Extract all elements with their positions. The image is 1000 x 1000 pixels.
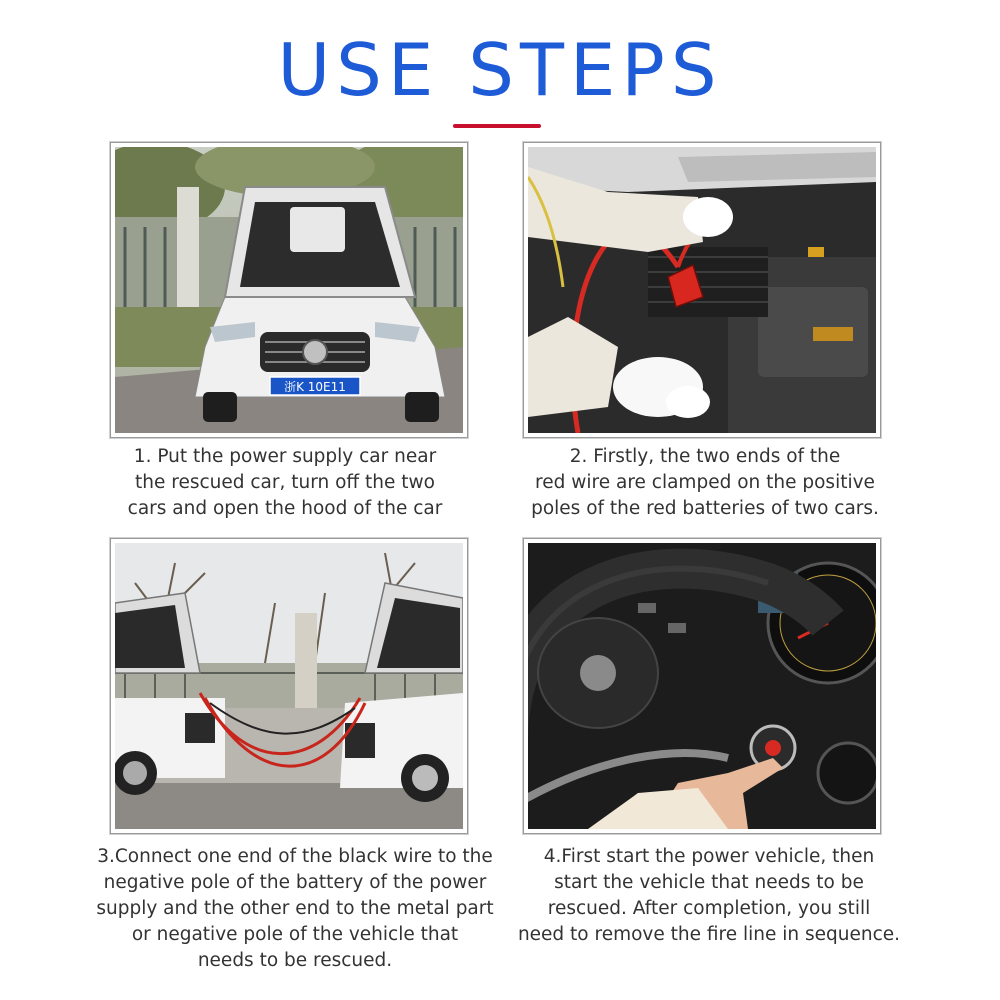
- step-3-caption-line: needs to be rescued.: [197, 950, 393, 971]
- step-4-caption-line: need to remove the fire line in sequence.: [517, 924, 901, 945]
- step-2-photo: [523, 142, 881, 438]
- step-1-caption-line: the rescued car, turn off the two: [135, 472, 435, 493]
- step-1-caption-line: cars and open the hood of the car: [127, 498, 443, 519]
- step-3-caption-line: supply and the other end to the metal part: [96, 898, 494, 919]
- step-3-photo: [110, 538, 468, 834]
- step-2-caption-line: poles of the red batteries of two cars.: [531, 498, 879, 519]
- step-4-caption: [494, 844, 924, 948]
- title-underline: [453, 124, 541, 128]
- step-4-caption-line: rescued. After completion, you still: [547, 898, 871, 919]
- red-clamp-illustration: [528, 147, 876, 433]
- step-2-caption: [500, 444, 910, 522]
- two-cars-jumper-illustration: [115, 543, 463, 829]
- step-3-caption-line: negative pole of the battery of the power: [103, 872, 487, 893]
- step-1-photo: [110, 142, 468, 438]
- step-1-caption: [100, 444, 470, 522]
- step-4-photo: [523, 538, 881, 834]
- step-1-caption-line: 1. Put the power supply car near: [133, 446, 437, 467]
- start-button-illustration: [528, 543, 876, 829]
- step-3-caption: [72, 844, 518, 974]
- step-2-caption-line: 2. Firstly, the two ends of the: [569, 446, 841, 467]
- car-hood-open-illustration: [115, 147, 463, 433]
- step-3-caption-line: or negative pole of the vehicle that: [131, 924, 459, 945]
- page-title: USE STEPS: [277, 28, 723, 112]
- step-3-caption-line: 3.Connect one end of the black wire to the: [97, 846, 493, 867]
- step-2-caption-line: red wire are clamped on the positive: [535, 472, 875, 493]
- step-4-caption-line: 4.First start the power vehicle, then: [543, 846, 875, 867]
- step-4-caption-line: start the vehicle that needs to be: [554, 872, 864, 893]
- license-plate: 浙K 10E11: [284, 380, 346, 394]
